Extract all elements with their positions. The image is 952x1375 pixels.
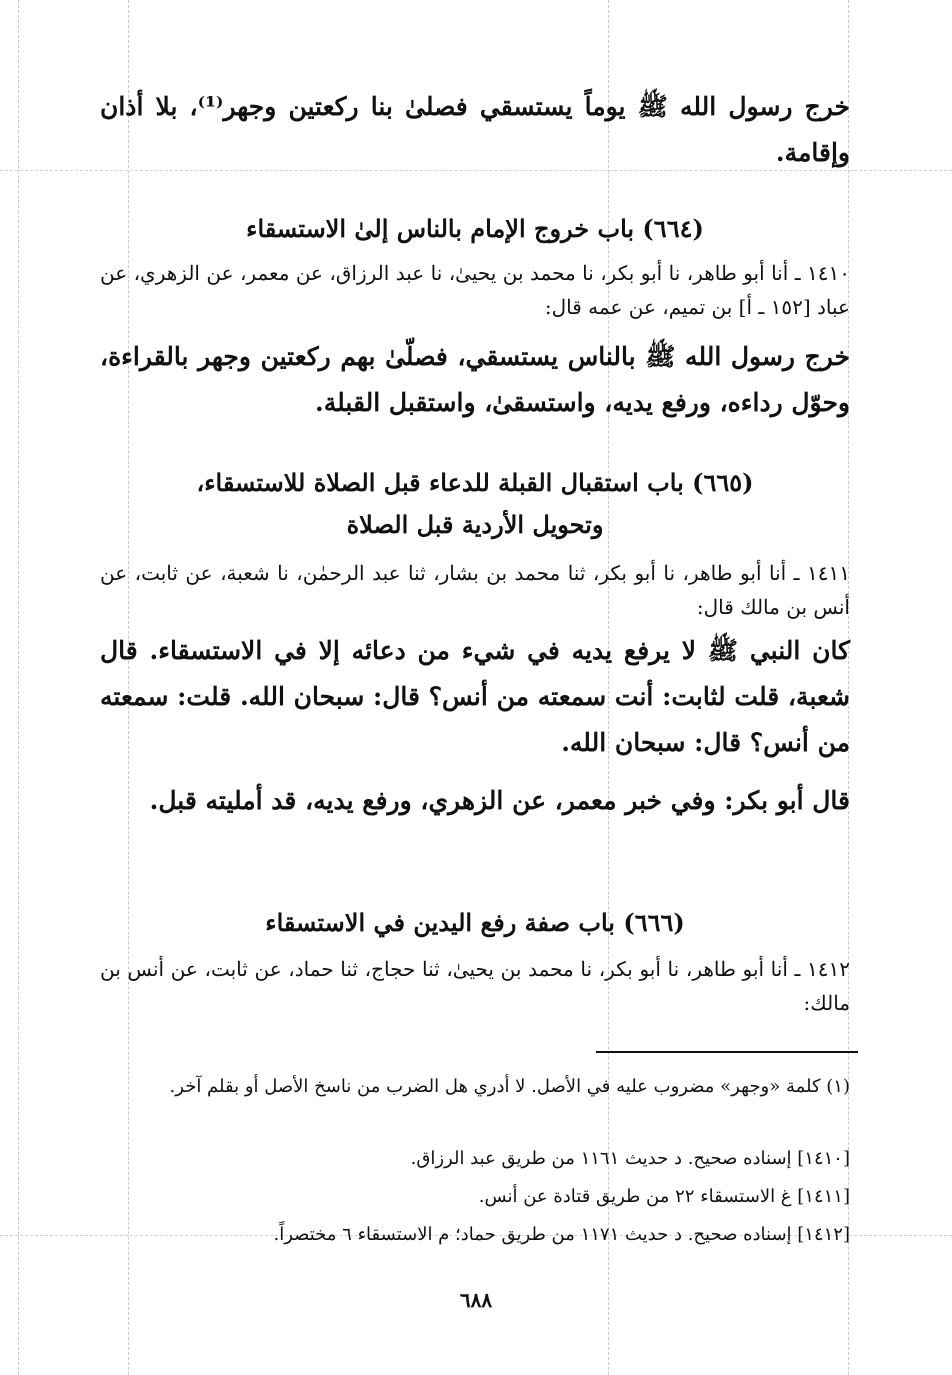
- section-heading-665-line2: وتحويل الأردية قبل الصلاة: [346, 510, 604, 539]
- section-heading-664: (٦٦٤) باب خروج الإمام بالناس إلىٰ الاستسقاء: [246, 214, 704, 243]
- footnote-separator: [596, 1051, 858, 1053]
- section-heading-666: (٦٦٦) باب صفة رفع اليدين في الاستسقاء: [265, 908, 685, 937]
- isnad-1410: ١٤١٠ ـ أنا أبو طاهر، نا أبو بكر، نا محمد بن يحيىٰ، نا عبد الرزاق، عن معمر، عن الزهري، عن عباد [١٥٢ ـ أ] بن تميم، عن عمه قال:: [100, 261, 850, 319]
- footnote-1412: [١٤١٢] إسناده صحيح. د حديث ١١٧١ من طريق حماد؛ م الاستسقاء ٦ مختصراً.: [273, 1224, 850, 1245]
- hadith-comment-1411: قال أبو بكر: وفي خبر معمر، عن الزهري، ورفع يديه، قد أمليته قبل.: [149, 786, 850, 815]
- scan-guide-line: [18, 0, 19, 1375]
- footnote-1410: [١٤١٠] إسناده صحيح. د حديث ١١٦١ من طريق عبد الرزاق.: [410, 1148, 850, 1169]
- isnad-1412: ١٤١٢ ـ أنا أبو طاهر، نا أبو بكر، نا محمد بن يحيىٰ، ثنا حجاج، ثنا حماد، عن ثابت، عن أنس بن مالك:: [100, 957, 850, 1015]
- isnad-1411: ١٤١١ ـ أنا أبو طاهر، نا أبو بكر، ثنا محمد بن بشار، ثنا عبد الرحمٰن، نا شعبة، عن ثابت، عن أنس بن مالك قال:: [100, 561, 850, 619]
- hadith-text-1410: خرج رسول الله ﷺ بالناس يستسقي، فصلّىٰ بهم ركعتين وجهر بالقراءة، وحوّل رداءه، ورفع يديه، واستسقىٰ، واستقبل القبلة.: [100, 342, 850, 417]
- page-number: ٦٨٨: [459, 1288, 493, 1312]
- footnote-1: (١) كلمة «وجهر» مضروب عليه في الأصل. لا أدري هل الضرب من ناسخ الأصل أو بقلم آخر.: [169, 1076, 850, 1097]
- footnote-1411: [١٤١١] غ الاستسقاء ٢٢ من طريق قتادة عن أنس.: [478, 1186, 850, 1207]
- hadith-text-1411: كان النبي ﷺ لا يرفع يديه في شيء من دعائه إلا في الاستسقاء. قال شعبة، قلت لثابت: أنت سمعته من أنس؟ قال: سبحان الله. قلت: سمعته من أنس؟ قال: سبحان الله.: [100, 636, 850, 757]
- opening-paragraph: خرج رسول الله ﷺ يوماً يستسقي فصلىٰ بنا ركعتين وجهر⁽¹⁾، بلا أذان وإقامة.: [100, 92, 850, 167]
- section-heading-665-line1: (٦٦٥) باب استقبال القبلة للدعاء قبل الصلاة للاستسقاء،: [196, 468, 754, 497]
